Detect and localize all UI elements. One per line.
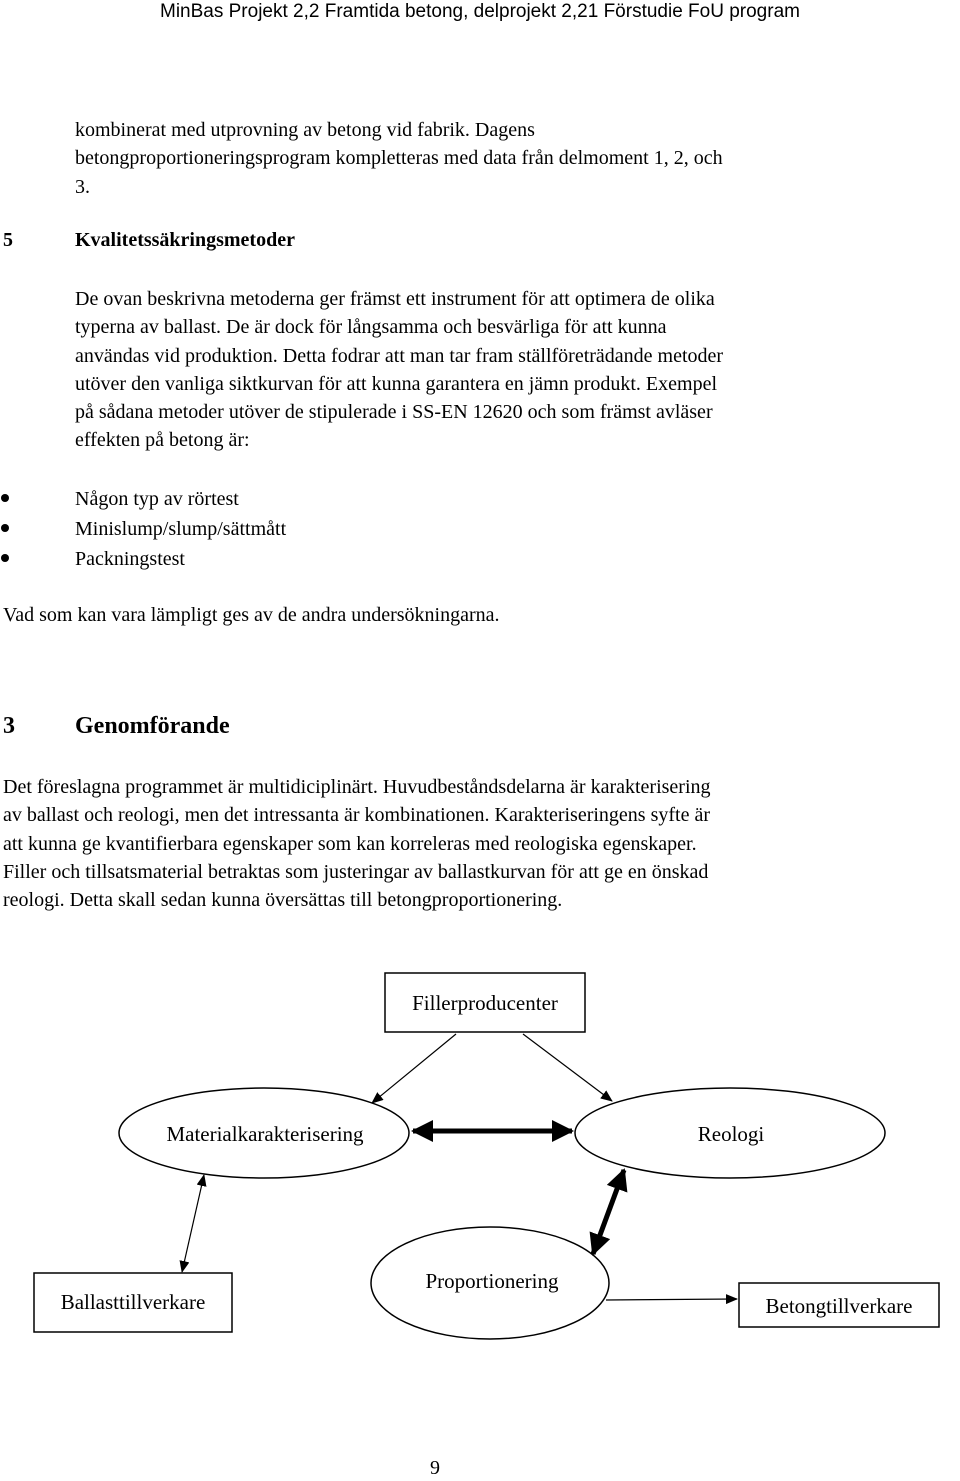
reologi-label: Reologi <box>697 1121 765 1146</box>
ballasttillverkare-label: Ballasttillverkare <box>60 1289 206 1314</box>
bold-arrow-reologi-proportionering <box>593 1170 624 1254</box>
paragraph-line: på sådana metoder utöver de stipulerade i SS-EN 12620 och som främst avläser <box>75 401 713 424</box>
arrow-filler-reologi <box>523 1034 612 1101</box>
list-item-text: Minislump/slump/sättmått <box>75 518 287 540</box>
page-header: MinBas Projekt 2,2 Framtida betong, delprojekt 2,21 Förstudie FoU program <box>160 1 800 22</box>
list-item-text: Någon typ av rörtest <box>75 488 239 510</box>
materialkarakterisering-label: Materialkarakterisering <box>166 1121 364 1146</box>
section-number: 3 <box>3 713 15 739</box>
page-number: 9 <box>430 1457 440 1479</box>
paragraph-line: Filler och tillsatsmaterial betraktas som justeringar av ballastkurvan för att ge en önskad <box>3 860 709 883</box>
intro-line: 3. <box>75 175 90 198</box>
arrow-material-ballast <box>182 1175 204 1272</box>
paragraph-line: av ballast och reologi, men det intressanta är kombinationen. Karakteriseringens syfte är <box>3 804 710 827</box>
betongtillverkare-label: Betongtillverkare <box>765 1293 913 1318</box>
section-number: 5 <box>3 229 13 251</box>
intro-line: kombinerat med utprovning av betong vid fabrik. Dagens <box>75 119 535 141</box>
section-title: Kvalitetssäkringsmetoder <box>75 229 295 251</box>
paragraph-line: utöver den vanliga siktkurvan för att kunna garantera en jämn produkt. Exempel <box>75 372 718 395</box>
arrow-filler-material <box>372 1034 456 1103</box>
paragraph-line: reologi. Detta skall sedan kunna översättas till betongproportionering. <box>3 889 563 912</box>
paragraph-line: De ovan beskrivna metoderna ger främst ett instrument för att optimera de olika <box>75 288 715 310</box>
proportionering-label: Proportionering <box>425 1268 559 1293</box>
list-item-text: Packningstest <box>75 548 185 570</box>
arrow-proportionering-betong <box>606 1299 737 1300</box>
paragraph-line: effekten på betong är: <box>75 429 250 452</box>
fillerproducenter-label: Fillerproducenter <box>412 990 558 1015</box>
paragraph-line: att kunna ge kvantifierbara egenskaper som kan korreleras med reologiska egenskaper. <box>3 832 697 855</box>
section-title: Genomförande <box>75 713 230 739</box>
section-5-closing: Vad som kan vara lämpligt ges av de andra undersökningarna. <box>3 604 500 626</box>
paragraph-line: Det föreslagna programmet är multidiciplinärt. Huvudbeståndsdelarna är karakterisering <box>3 776 711 798</box>
paragraph-line: användas vid produktion. Detta fodrar att man tar fram ställföreträdande metoder <box>75 344 724 367</box>
intro-line: betongproportioneringsprogram kompletteras med data från delmoment 1, 2, och <box>75 147 723 170</box>
paragraph-line: typerna av ballast. De är dock för långsamma och besvärliga för att kunna <box>75 316 667 339</box>
